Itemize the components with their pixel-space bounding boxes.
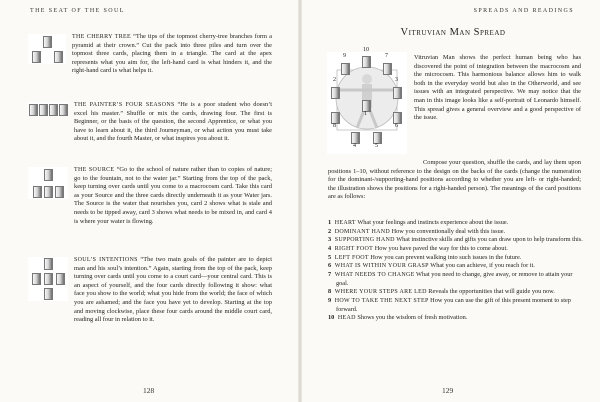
spread-card xyxy=(32,51,41,63)
diagram-number: 6 xyxy=(395,123,398,129)
spread-card xyxy=(44,288,53,300)
spread-card xyxy=(54,51,63,63)
position-item: 8 WHERE YOUR STEPS ARE LED Reveals the opportunities that will guide you now. xyxy=(328,288,555,296)
running-head-left: THE SEAT OF THE SOUL xyxy=(30,8,125,14)
section-label: THE CHERRY TREE xyxy=(72,34,131,40)
spread-card xyxy=(49,104,58,116)
position-item: 3 SUPPORTING HAND What instinctive skills and gifts you can draw upon to help transform this. xyxy=(328,236,583,244)
spread-card-3 xyxy=(393,87,402,99)
position-item: 4 RIGHT FOOT How you have paved the way for this to come about. xyxy=(328,244,508,252)
spread-card xyxy=(59,104,68,116)
spread-card xyxy=(43,36,52,48)
page-title: Vitruvian Man Spread xyxy=(400,27,506,38)
section-label: SOUL’S INTENTIONS xyxy=(74,257,138,263)
instructions-paragraph: Compose your question, shuffle the cards, and lay them upon positions 1–10, without reference to the design on the backs of the cards (change the numeration for the dominant-/supporting-hand positions according to whether you are left- or right-handed; the illustration shows the positions for a right-handed person). The meanings of the card positions are as follows: xyxy=(328,159,581,201)
page-number-right: 129 xyxy=(442,386,454,395)
souls-intentions-figure xyxy=(28,257,68,301)
section-text: “Go to the school of nature rather than to copies of nature; go to the fountain, not to the water jar.” Starting from the top of the pack, keep turning over cards until you come to a macrocosm card. Take this card as your Source and the three cards directly underneath it as your Water jars. The Source is the water that nourishes you, card 2 shows what is stale and needs to be tipped away, card 3 shows what needs to be mixed in, and card 4 is where your water is flowing. xyxy=(74,166,272,225)
spread-card xyxy=(44,258,53,270)
diagram-number: 8 xyxy=(333,123,336,129)
souls-intentions-section xyxy=(74,256,272,325)
spread-card xyxy=(44,186,53,198)
diagram-number: 9 xyxy=(343,53,346,59)
section-label: THE PAINTER’S FOUR SEASONS xyxy=(74,102,175,108)
intro-paragraph: Vitruvian Man shows the perfect human being who has discovered the point of integration between the macrocosm and the microcosm. This harmonious balance allows him to walk both in the everyday world but also in the Otherworld, and see issues with an integrated perspective. We may notice that the man in this image looks like a self-portrait of Leonardo himself. This spread gives a general overview and a good perspective of the issue. xyxy=(414,54,581,122)
four-seasons-figure xyxy=(28,102,68,116)
spread-card xyxy=(44,169,53,181)
diagram-number: 3 xyxy=(395,77,398,83)
source-section xyxy=(74,166,272,226)
positions-list xyxy=(328,219,583,323)
spread-card xyxy=(39,104,48,116)
spread-card xyxy=(44,273,53,285)
spread-card xyxy=(55,186,64,198)
diagram-number: 2 xyxy=(333,77,336,83)
position-item: 5 LEFT FOOT How you can prevent walking into such issues in the future. xyxy=(328,253,522,261)
diagram-number: 10 xyxy=(363,47,369,53)
four-seasons-section xyxy=(74,101,272,144)
position-item: 9 HOW TO TAKE THE NEXT STEP How you can use the gift of this present moment to step forward. xyxy=(328,296,571,313)
spread-card xyxy=(56,273,65,285)
source-figure xyxy=(28,167,68,199)
position-item: 7 WHAT NEEDS TO CHANGE What you need to change, give away, or remove to attain your goal. xyxy=(328,270,573,287)
spread-card xyxy=(33,186,42,198)
spread-card-9 xyxy=(341,63,350,75)
section-text: “He is a poor student who doesn’t excel his master.” Shuffle or mix the cards, drawing four. The first is Beginner, or the basis of the question, the second Apprentice, or what you have to learn about it, the third Journeyman, or what action you must take about it, and the fourth Master, or what inspires you about it. xyxy=(74,101,272,143)
position-item: 1 HEART What your feelings and instincts experience about the issue. xyxy=(328,219,509,226)
spread-card-2 xyxy=(331,87,340,99)
section-text: “The tips of the topmost cherry-tree branches form a pyramid at their crown.” Cut the pack into three piles and turn over the topmost three cards, placing them in a triangle. The card at the apex represents what you aim for, the left-hand card is what hinders it, and the right-hand card is what helps it. xyxy=(72,33,272,75)
position-item: 2 DOMINANT HAND How you conventionally deal with this issue. xyxy=(328,227,506,235)
spread-card xyxy=(32,273,41,285)
position-item: 6 WHAT IS WITHIN YOUR GRASP What you can achieve, if you reach for it. xyxy=(328,262,535,270)
cherry-tree-section xyxy=(72,33,272,76)
spread-card-10 xyxy=(362,56,371,68)
position-item: 10 HEAD Shows you the wisdom of fresh motivation. xyxy=(328,314,468,322)
spread-card xyxy=(29,104,38,116)
cherry-tree-figure xyxy=(28,34,66,64)
section-text: “The two main goals of the painter are to depict man and his soul’s intention.” Again, starting from the top of the pack, keep turning over cards until you come to a court card—your central card. This is an aspect of yourself, and the four cards directly following it show: what face you show to the world; what you hide from the world; the face of which you are ashamed; and the face you have yet to develop. Starting at the top and moving clockwise, place these four cards around the middle court card, reading all four in relation to it. xyxy=(74,256,272,324)
spread-card-7 xyxy=(383,63,392,75)
diagram-number: 1 xyxy=(364,111,367,117)
diagram-number: 4 xyxy=(353,143,356,149)
section-label: THE SOURCE xyxy=(74,167,115,173)
vitruvian-spread-diagram xyxy=(327,47,407,154)
diagram-number: 5 xyxy=(375,143,378,149)
page-number-left: 128 xyxy=(143,386,155,395)
running-head-right: SPREADS AND READINGS xyxy=(473,8,574,14)
diagram-number: 7 xyxy=(385,53,388,59)
